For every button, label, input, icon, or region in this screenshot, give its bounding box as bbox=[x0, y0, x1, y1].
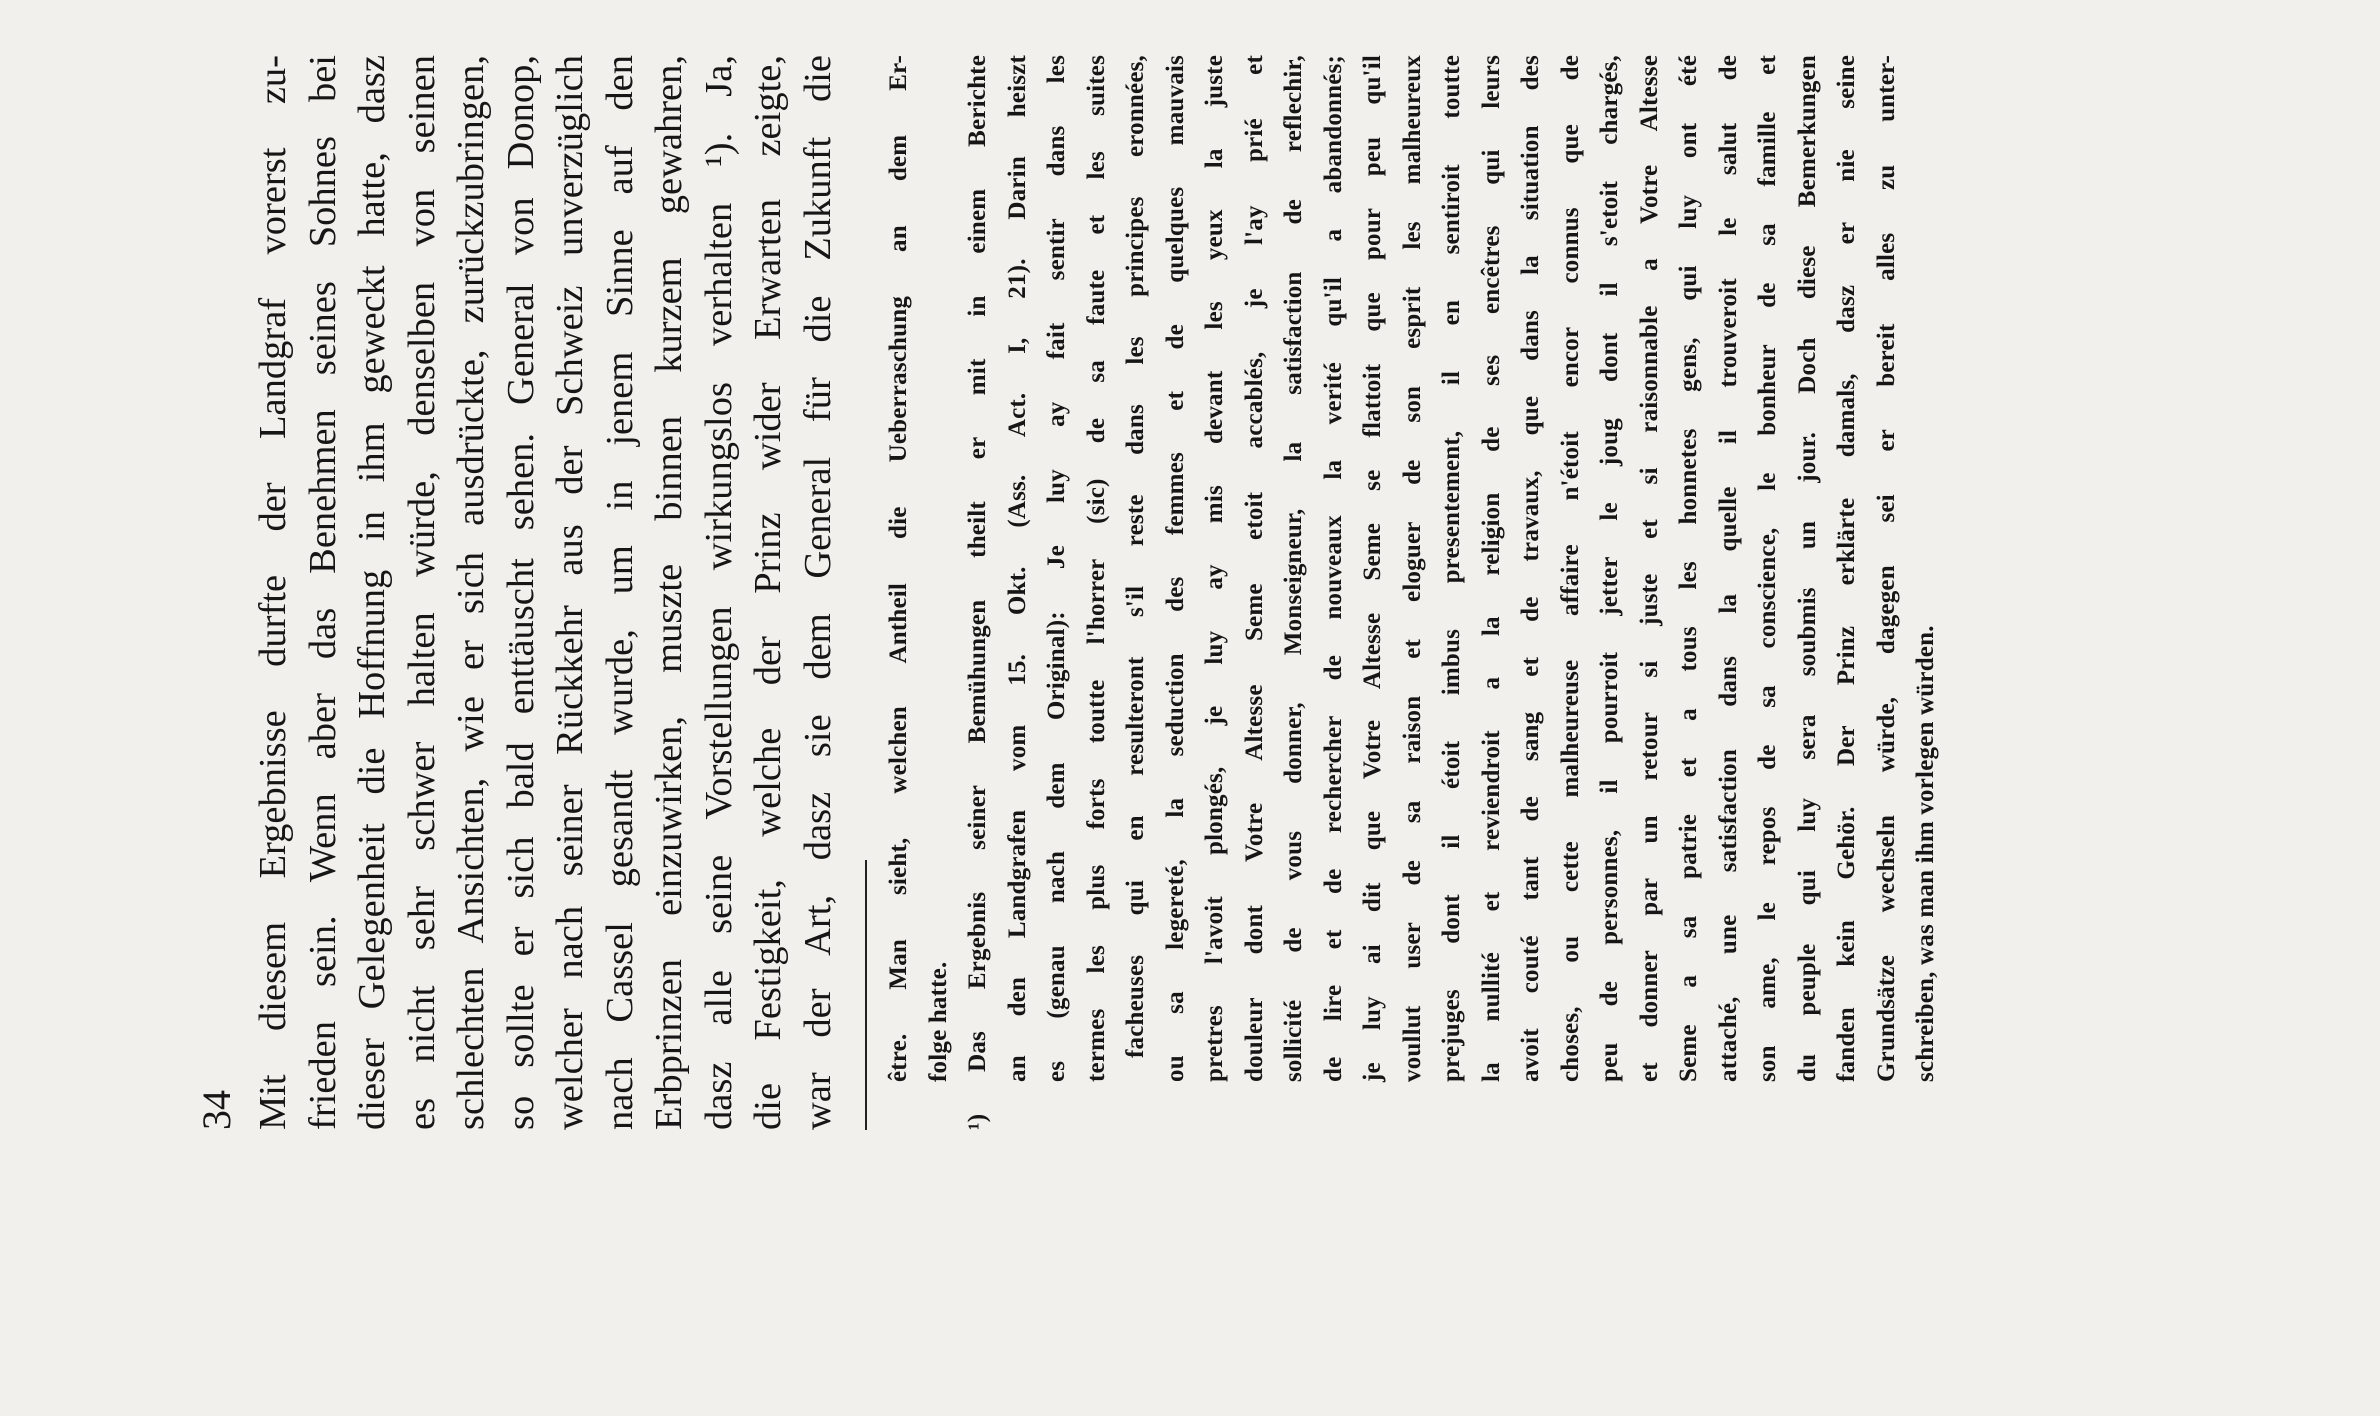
footnote-line: Grundsätze wechseln würde, dagegen sei er bereit alles zu unter- bbox=[1872, 55, 1900, 1082]
body-line: die Festigkeit, welche der Prinz wider Erwarten zeigte, bbox=[747, 55, 789, 1130]
body-line: so sollte er sich bald enttäuscht sehen. General von Donop, bbox=[499, 55, 542, 1130]
footnote-line: son ame, le repos de sa conscience, le bonheur de sa famille et bbox=[1754, 55, 1781, 1082]
footnote-line: ou sa legereté, la seduction des femmes et de quelques mauvais bbox=[1161, 55, 1189, 1082]
footnote-line: es (genau nach dem Original): Je luy ay fait sentir dans les bbox=[1043, 55, 1070, 1082]
footnote-line: du peuple qui luy sera soubmis un jour. Doch diese Bemerkungen bbox=[1793, 55, 1821, 1082]
body-line: dasz alle seine Vorstellungen wirkungslos verhalten ¹). Ja, bbox=[697, 55, 740, 1130]
footnote-line: prejuges dont il étoit imbus presentement, il en sentiroit toutte bbox=[1438, 55, 1465, 1082]
footnote-line: la nullité et reviendroit a la religion de ses encêtres qui leurs bbox=[1477, 55, 1505, 1082]
body-line: frieden sein. Wenn aber das Benehmen seines Sohnes bei bbox=[301, 55, 344, 1130]
footnote-line: de lire et de rechercher de nouveaux la verité qu'il a abandonnés; bbox=[1319, 55, 1347, 1082]
footnote-line: an den Landgrafen vom 15. Okt. (Ass. Act. I, 21). Darin heiszt bbox=[1003, 55, 1031, 1082]
footnote-line: avoit couté tant de sang et de travaux, que dans la situation des bbox=[1517, 55, 1544, 1082]
footnote-line: être. Man sieht, welchen Antheil die Ueberraschung an dem Er- bbox=[885, 55, 912, 1082]
footnote-line: schreiben, was man ihm vorlegen würden. bbox=[1912, 625, 1939, 1082]
footnote-line: fanden kein Gehör. Der Prinz erklärte damals, dasz er nie seine bbox=[1833, 55, 1860, 1082]
footnote-line: termes les plus forts toutte l'horrer (sic) de sa faute et les suites bbox=[1082, 55, 1110, 1082]
footnote-line: folge hatte. bbox=[924, 961, 952, 1082]
footnote-line: sollicité de vous donner, Monseigneur, la satisfaction de reflechir, bbox=[1280, 55, 1307, 1082]
footnote-line: peu de personnes, il pourroit jetter le joug dont il s'etoit chargés, bbox=[1596, 55, 1623, 1082]
body-line: dieser Gelegenheit die Hoffnung in ihm geweckt hatte, dasz bbox=[351, 55, 393, 1130]
footnote-line: ¹) Das Ergebnis seiner Bemühungen theilt er mit in einem Berichte bbox=[964, 55, 991, 1130]
body-line: es nicht sehr schwer halten würde, denselben von seinen bbox=[400, 55, 443, 1130]
footnote-line: choses, ou cette malheureuse affaire n'étoit encor connus que de bbox=[1556, 55, 1584, 1082]
footnotes bbox=[879, 55, 1946, 1130]
page-number: 34 bbox=[194, 1090, 239, 1130]
body-line: Mit diesem Ergebnisse durfte der Landgraf vorerst zu- bbox=[252, 55, 294, 1130]
body-line: schlechten Ansichten, wie er sich ausdrückte, zurückzubringen, bbox=[450, 55, 492, 1130]
footnote-line: Seme a sa patrie et a tous les honnetes gens, qui luy ont été bbox=[1675, 55, 1702, 1082]
body-line: Erbprinzen einzuwirken, muszte binnen kurzem gewahren, bbox=[648, 55, 690, 1130]
body-line: welcher nach seiner Rückkehr aus der Schweiz unverzüglich bbox=[549, 55, 591, 1130]
footnote-line: et donner par un retour si juste et si raisonnable a Votre Altesse bbox=[1635, 55, 1663, 1082]
rotated-text-block bbox=[195, 55, 1946, 1130]
body-line: nach Cassel gesandt wurde, um in jenem Sinne auf den bbox=[598, 55, 641, 1130]
footnote-divider bbox=[865, 860, 867, 1130]
footnote-line: voullut user de sa raison et eloguer de son esprit les malheureux bbox=[1398, 55, 1426, 1082]
footnote-line: je luy ai dit que Votre Altesse Seme se flattoit que pour peu qu'il bbox=[1359, 55, 1386, 1082]
footnote-line: facheuses qui en resulteront s'il reste dans les principes eronnées, bbox=[1122, 55, 1149, 1058]
footnote-line: pretres l'avoit plongés, je luy ay mis devant les yeux la juste bbox=[1201, 55, 1228, 1082]
body-line: war der Art, dasz sie dem General für die Zukunft die bbox=[796, 55, 839, 1130]
main-text bbox=[249, 55, 843, 1130]
footnote-line: attaché, une satisfaction dans la quelle il trouveroit le salut de bbox=[1714, 55, 1742, 1082]
footnote-line: douleur dont Votre Altesse Seme etoit accablés, je l'ay prié et bbox=[1240, 55, 1268, 1082]
